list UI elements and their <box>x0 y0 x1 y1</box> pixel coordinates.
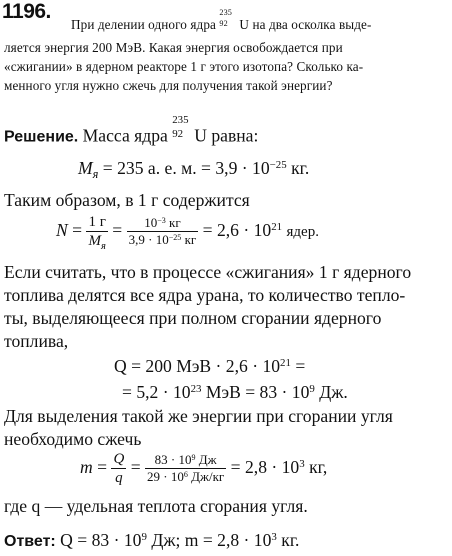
equation-heat-line-1: Q = 200 МэВ · $2,6 \cdot 10^{21}$ = <box>114 356 306 376</box>
paragraph-assumption-l3: ты, выделяющееся при полном сгорании ядерного <box>4 308 382 328</box>
solution-label: Решение. <box>4 128 79 146</box>
paragraph-coal-l2: необходимо сжечь <box>4 429 142 449</box>
fraction-coal-values: $\frac{83 \cdot 10^9 Дж}{29 \cdot 10^6 Дж/кг}$ <box>147 452 225 485</box>
equation-nucleus-mass: $M_я = 235$ а. е. м. = $3,9 \cdot 10^{-25}$ кг. <box>78 158 310 182</box>
paragraph-assumption-l4: топлива, <box>4 331 69 351</box>
paragraph-assumption-l1: Если считать, что в процессе «сжигания» 1 г ядерного <box>4 262 412 282</box>
equation-heat-line-2: = $5,2 \cdot 10^{23}$ МэВ = $83 \cdot 10^9$ Дж. <box>122 382 348 402</box>
isotope-notation: 235 92 <box>172 113 189 140</box>
problem-line-1: При делении одного ядра 235 92 U на два осколка выде- <box>71 8 372 33</box>
fraction-one-gram: $\frac{1 г}{M_я}$ <box>88 214 106 252</box>
fraction-mass-ratio: $\frac{10^{-3} кг}{3,9 \cdot 10^{-25} кг}$ <box>128 215 197 248</box>
answer-line: Ответ: $Q = 83 \cdot 10^9$ Дж; $m = 2,8 \cdot 10^3$ кг. <box>4 530 300 550</box>
equation-coal-mass: m = $\frac{Q}{q}$ = $\frac{83 \cdot 10^9 Дж}{29 \cdot 10^6 Дж/кг}$ = $2,8 \cdot 10^3$ кг, <box>80 451 328 487</box>
problem-statement <box>2 0 51 24</box>
problem-number: 1196. <box>2 0 51 23</box>
paragraph-q-definition: где q — удельная теплота сгорания угля. <box>4 496 308 516</box>
problem-line-2: ляется энергия 200 МэВ. Какая энергия освобождается при <box>4 40 343 55</box>
text-per-gram: Таким образом, в 1 г содержится <box>4 190 250 210</box>
fraction-q-over-q: $\frac{Q}{q}$ <box>113 451 125 487</box>
paragraph-assumption-l2: топлива делятся все ядра урана, то количество тепло- <box>4 285 406 305</box>
equation-number-of-nuclei: N = $\frac{1 г}{M_я}$ = $\frac{10^{-3} кг}{3,9 \cdot 10^{-25} кг}$ = $2,6 \cdot 10^{21}$ ядер. <box>56 214 319 252</box>
isotope-notation: 235 92 <box>219 8 232 28</box>
problem-line-3: «сжигании» в ядерном реакторе 1 г этого изотопа? Сколько ка- <box>4 59 364 74</box>
answer-label: Ответ: <box>4 533 56 550</box>
problem-line-4: менного угля нужно сжечь для получения такой энергии? <box>4 78 333 93</box>
solution-intro: Решение. Масса ядра 235 92 U равна: <box>4 113 259 146</box>
paragraph-coal-l1: Для выделения такой же энергии при сгорании угля <box>4 406 393 426</box>
